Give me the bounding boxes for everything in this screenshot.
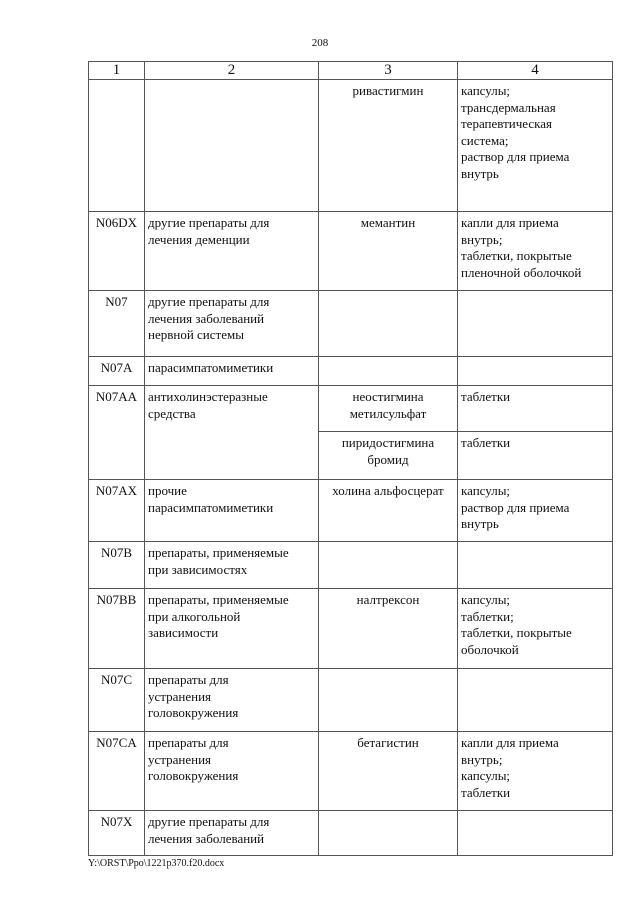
group-cell: препараты, применяемые при алкогольной зависимости xyxy=(145,589,319,669)
inn-cell xyxy=(319,811,458,856)
group-cell xyxy=(145,80,319,212)
dosage-form-cell: капли для приема внутрь; таблетки, покрытые пленочной оболочкой xyxy=(458,212,613,291)
footer-file-path: Y:\ORST\Ppo\1221p370.f20.docx xyxy=(88,858,225,869)
table-header-row xyxy=(89,62,613,80)
atc-code-cell: N07B xyxy=(89,542,145,589)
table-row xyxy=(89,386,613,432)
atc-code-cell: N07BB xyxy=(89,589,145,669)
table-row xyxy=(89,669,613,732)
group-cell: другие препараты для лечения заболеваний xyxy=(145,811,319,856)
dosage-form-cell xyxy=(458,291,613,357)
dosage-form-cell xyxy=(458,357,613,386)
column-header: 3 xyxy=(319,62,458,80)
group-cell: препараты, применяемые при зависимостях xyxy=(145,542,319,589)
group-cell: другие препараты для лечения заболеваний нервной системы xyxy=(145,291,319,357)
inn-cell xyxy=(319,542,458,589)
dosage-form-cell: капсулы; трансдермальная терапевтическая система; раствор для приема внутрь xyxy=(458,80,613,212)
group-cell: антихолинэстеразные средства xyxy=(145,386,319,480)
inn-cell: бетагистин xyxy=(319,732,458,811)
atc-code-cell: N06DX xyxy=(89,212,145,291)
atc-code-cell: N07AA xyxy=(89,386,145,480)
dosage-form-cell: капсулы; раствор для приема внутрь xyxy=(458,480,613,542)
inn-cell xyxy=(319,291,458,357)
dosage-form-cell: капсулы; таблетки; таблетки, покрытые оболочкой xyxy=(458,589,613,669)
table-row xyxy=(89,589,613,669)
column-header: 2 xyxy=(145,62,319,80)
dosage-form-cell xyxy=(458,811,613,856)
inn-cell: мемантин xyxy=(319,212,458,291)
table-row xyxy=(89,542,613,589)
dosage-form-cell xyxy=(458,669,613,732)
inn-cell: холина альфосцерат xyxy=(319,480,458,542)
table-row xyxy=(89,80,613,212)
group-cell: парасимпатомиметики xyxy=(145,357,319,386)
inn-cell xyxy=(319,669,458,732)
page-number: 208 xyxy=(311,37,329,49)
table-row xyxy=(89,480,613,542)
inn-cell: пиридостигмина бромид xyxy=(319,432,458,480)
inn-cell: налтрексон xyxy=(319,589,458,669)
group-cell: препараты для устранения головокружения xyxy=(145,669,319,732)
group-cell: прочие парасимпатомиметики xyxy=(145,480,319,542)
dosage-form-cell: таблетки xyxy=(458,432,613,480)
dosage-form-cell xyxy=(458,542,613,589)
atc-code-cell: N07AX xyxy=(89,480,145,542)
table-row xyxy=(89,811,613,856)
atc-code-cell: N07CA xyxy=(89,732,145,811)
column-header: 4 xyxy=(458,62,613,80)
table-row xyxy=(89,291,613,357)
atc-code-cell: N07A xyxy=(89,357,145,386)
dosage-form-cell: капли для приема внутрь; капсулы; таблетки xyxy=(458,732,613,811)
atc-code-cell: N07X xyxy=(89,811,145,856)
inn-cell: ривастигмин xyxy=(319,80,458,212)
group-cell: другие препараты для лечения деменции xyxy=(145,212,319,291)
inn-cell xyxy=(319,357,458,386)
table-row xyxy=(89,732,613,811)
dosage-form-cell: таблетки xyxy=(458,386,613,432)
table-row xyxy=(89,357,613,386)
table-row xyxy=(89,212,613,291)
atc-code-cell: N07 xyxy=(89,291,145,357)
atc-code-cell xyxy=(89,80,145,212)
group-cell: препараты для устранения головокружения xyxy=(145,732,319,811)
inn-cell: неостигмина метилсульфат xyxy=(319,386,458,432)
drug-classification-table xyxy=(88,61,613,856)
atc-code-cell: N07C xyxy=(89,669,145,732)
column-header: 1 xyxy=(89,62,145,80)
